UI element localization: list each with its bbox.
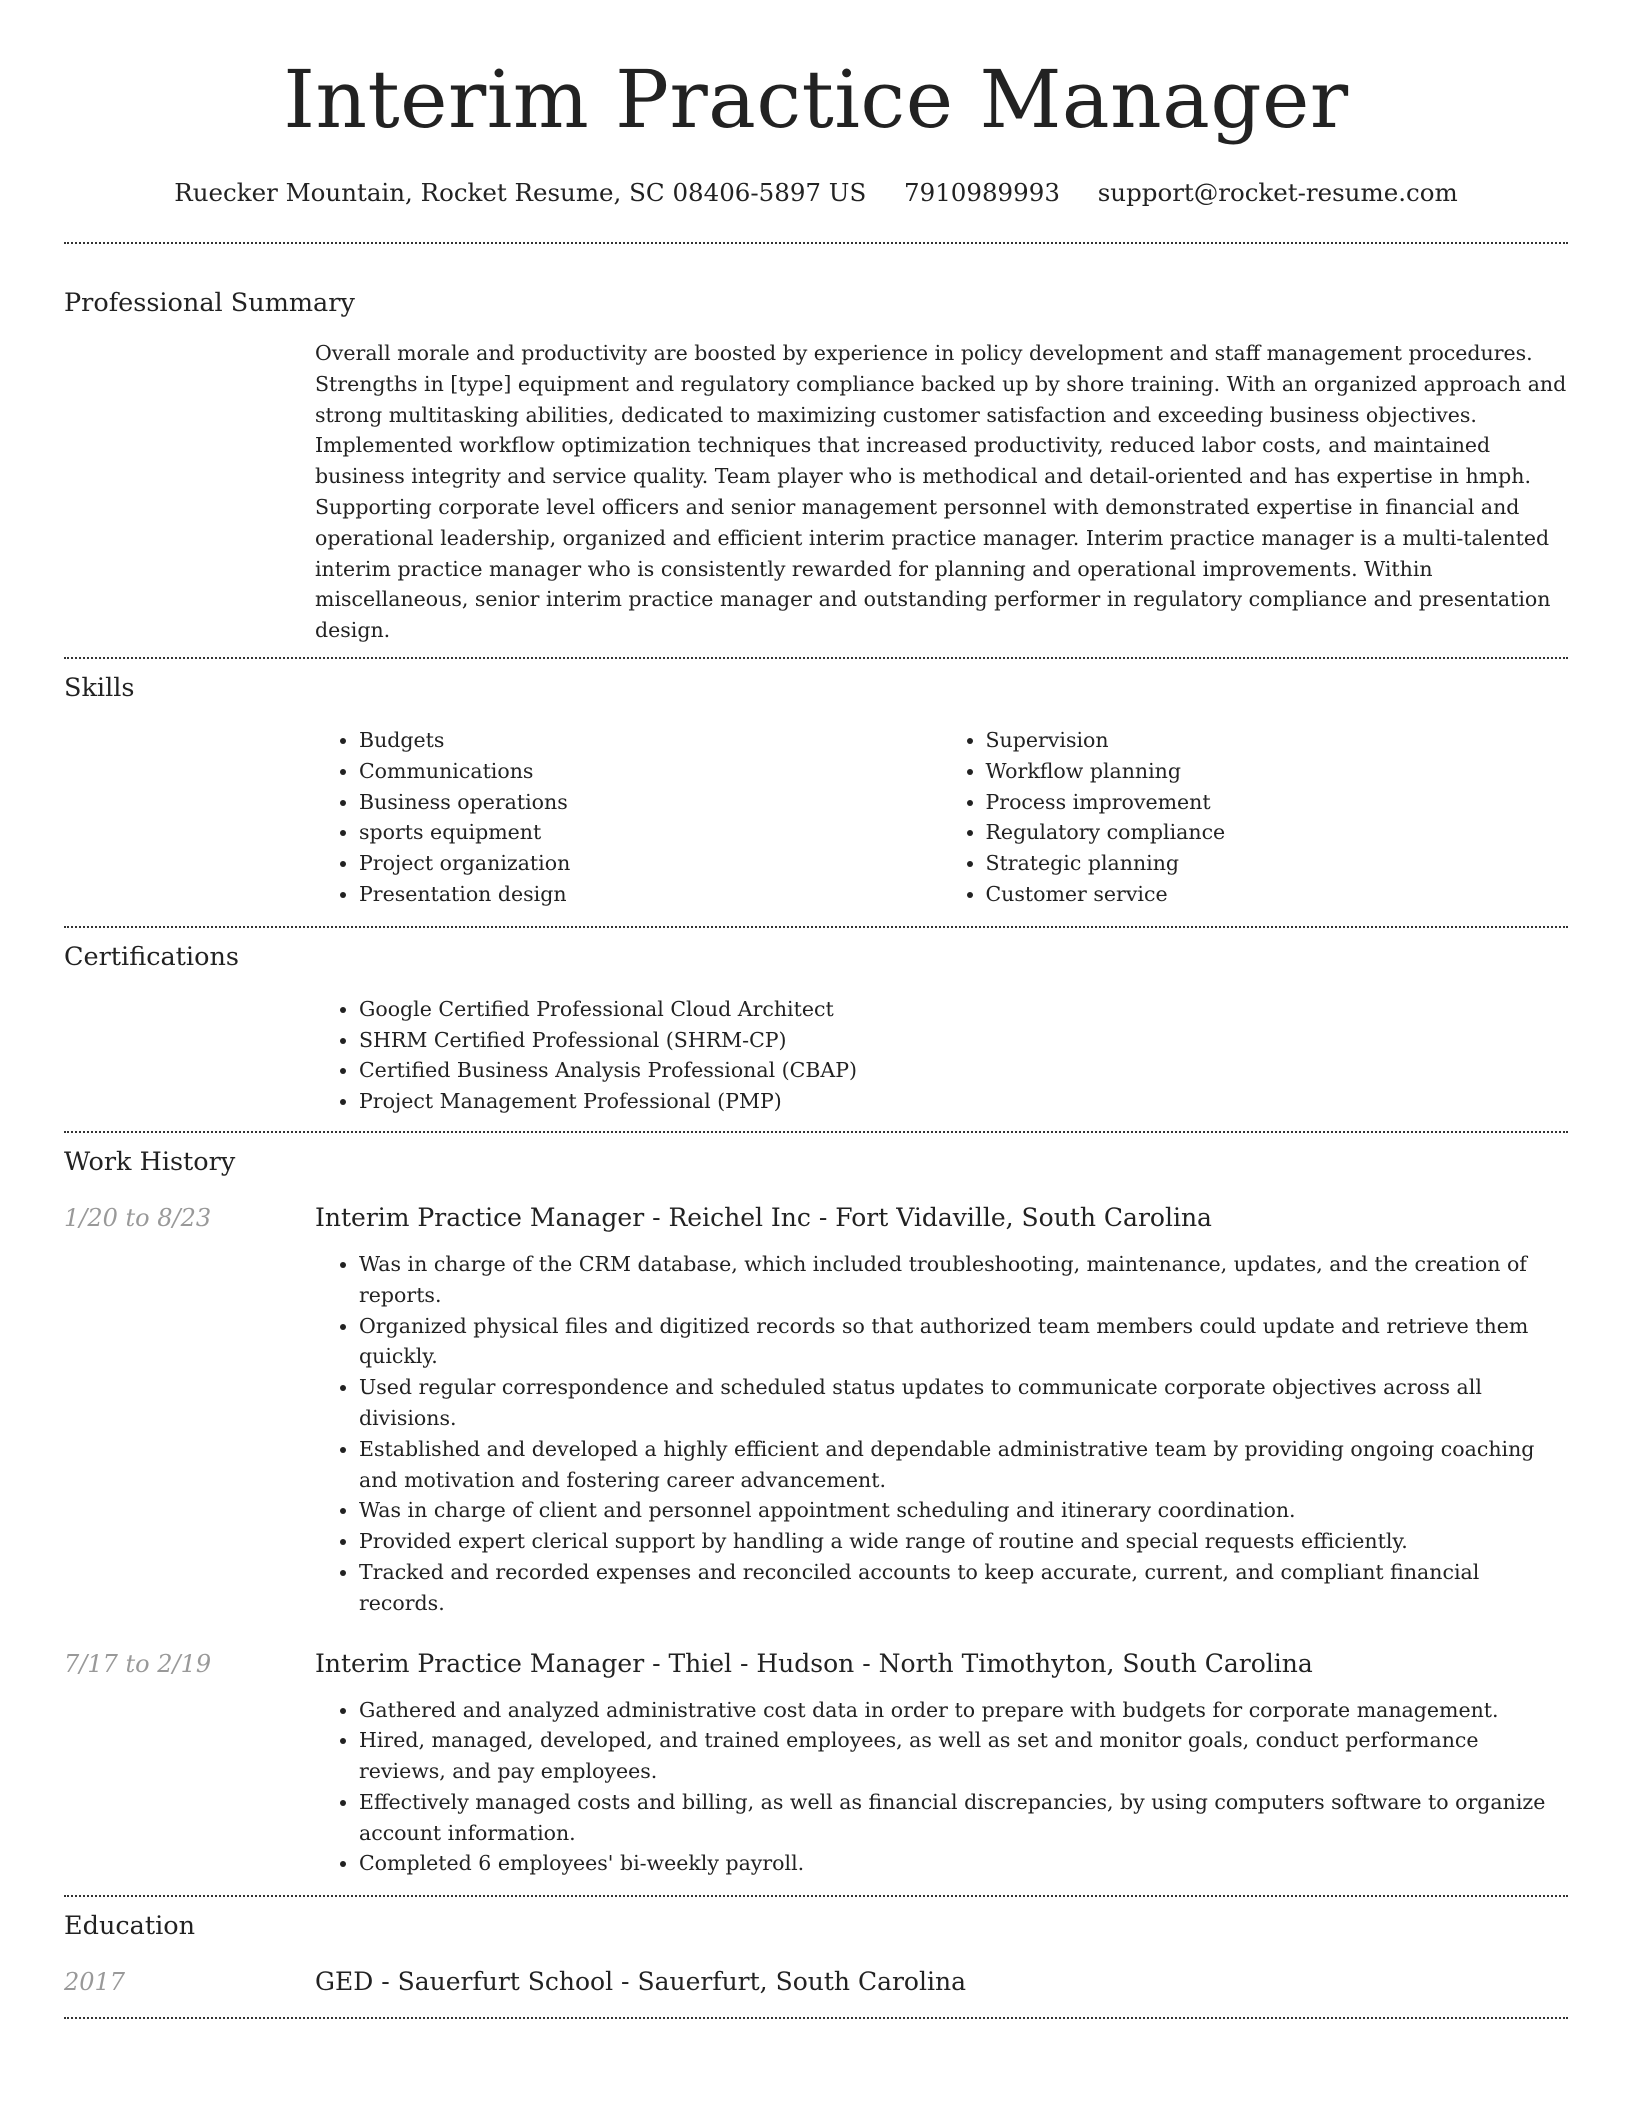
contact-phone: 7910989993 bbox=[904, 178, 1060, 207]
job-title: Interim Practice Manager - Thiel - Hudson - North Timothyton, South Carolina bbox=[315, 1648, 1313, 1678]
job-bullets-body bbox=[315, 1695, 1568, 1880]
skill-item: • Process improvement bbox=[986, 787, 1569, 818]
certification-item: • Certified Business Analysis Professional (CBAP) bbox=[359, 1055, 1568, 1086]
job-bullet: • Completed 6 employees' bi-weekly payroll. bbox=[359, 1848, 1568, 1879]
job-bullet: • Organized physical files and digitized records so that authorized team members could update and retrieve them quickly. bbox=[359, 1311, 1568, 1373]
job-bullet: • Tracked and recorded expenses and reconciled accounts to keep accurate, current, and compliant financial records. bbox=[359, 1557, 1568, 1619]
job-bullets bbox=[315, 1249, 1568, 1619]
skills-list-right bbox=[942, 725, 1569, 910]
job-bullets-body bbox=[315, 1249, 1568, 1619]
divider bbox=[64, 1131, 1568, 1133]
certification-item: • SHRM Certified Professional (SHRM-CP) bbox=[359, 1025, 1568, 1056]
job-dates: 7/17 to 2/19 bbox=[64, 1649, 212, 1678]
divider bbox=[64, 242, 1568, 244]
job-bullets bbox=[315, 1695, 1568, 1880]
skill-item: • sports equipment bbox=[359, 817, 942, 848]
skill-item: • Presentation design bbox=[359, 879, 942, 910]
skill-item: • Workflow planning bbox=[986, 756, 1569, 787]
contact-line bbox=[64, 176, 1568, 210]
job-entry bbox=[64, 1647, 1568, 1681]
job-bullet: • Provided expert clerical support by handling a wide range of routine and special requests efficiently. bbox=[359, 1526, 1568, 1557]
section-title-work-history: Work History bbox=[64, 1146, 236, 1177]
divider bbox=[64, 1895, 1568, 1897]
section-title-summary: Professional Summary bbox=[64, 288, 355, 318]
job-entry bbox=[64, 1201, 1568, 1235]
job-bullet: • Established and developed a highly efficient and dependable administrative team by providing ongoing coaching and motivation and fostering career advancement. bbox=[359, 1434, 1568, 1496]
job-bullet: • Used regular correspondence and scheduled status updates to communicate corporate objectives across all divisions. bbox=[359, 1372, 1568, 1434]
skill-item: • Business operations bbox=[359, 787, 942, 818]
certification-item: • Google Certified Professional Cloud Architect bbox=[359, 994, 1568, 1025]
certification-item: • Project Management Professional (PMP) bbox=[359, 1086, 1568, 1117]
education-dates: 2017 bbox=[64, 1968, 126, 1997]
skill-item: • Customer service bbox=[986, 879, 1569, 910]
job-bullet: • Was in charge of the CRM database, which included troubleshooting, maintenance, updates, and the creation of reports. bbox=[359, 1249, 1568, 1311]
summary-body bbox=[315, 338, 1568, 646]
skill-item: • Strategic planning bbox=[986, 848, 1569, 879]
skills-columns bbox=[315, 725, 1568, 910]
contact-address: Ruecker Mountain, Rocket Resume, SC 08406-5897 US bbox=[174, 178, 867, 207]
skill-item: • Budgets bbox=[359, 725, 942, 756]
skill-item: • Regulatory compliance bbox=[986, 817, 1569, 848]
section-title-certifications: Certifications bbox=[64, 941, 239, 972]
resume-name: Interim Practice Manager bbox=[283, 53, 1349, 146]
skill-item: • Communications bbox=[359, 756, 942, 787]
education-title: GED - Sauerfurt School - Sauerfurt, South Carolina bbox=[315, 1967, 966, 1997]
resume-page bbox=[64, 0, 1568, 2019]
job-dates: 1/20 to 8/23 bbox=[64, 1203, 212, 1232]
job-bullet: • Was in charge of client and personnel appointment scheduling and itinerary coordination. bbox=[359, 1495, 1568, 1526]
contact-email: support@rocket-resume.com bbox=[1097, 178, 1458, 207]
job-bullet: • Gathered and analyzed administrative cost data in order to prepare with budgets for corporate management. bbox=[359, 1695, 1568, 1726]
divider bbox=[64, 2017, 1568, 2019]
divider bbox=[64, 926, 1568, 928]
job-bullet: • Effectively managed costs and billing, as well as financial discrepancies, by using computers software to organize account information. bbox=[359, 1787, 1568, 1849]
skill-item: • Supervision bbox=[986, 725, 1569, 756]
section-title-education: Education bbox=[64, 1911, 196, 1942]
job-bullet: • Hired, managed, developed, and trained employees, as well as set and monitor goals, conduct performance reviews, and pay employees. bbox=[359, 1725, 1568, 1787]
certifications-body bbox=[315, 994, 1568, 1117]
skills-list-left bbox=[315, 725, 942, 910]
skill-item: • Project organization bbox=[359, 848, 942, 879]
certifications-list bbox=[315, 994, 1568, 1117]
divider bbox=[64, 657, 1568, 659]
section-title-skills: Skills bbox=[64, 672, 135, 703]
education-entry bbox=[64, 1965, 1568, 1999]
summary-text: Overall morale and productivity are boosted by experience in policy development and staff management procedures. Strengths in [type] equipment and regulatory compliance backed up by shore training. With an organized approach and strong multitasking abilities, dedicated to maximizing customer satisfaction and exceeding business objectives. Implemented workflow optimization techniques that increased productivity, reduced labor costs, and maintained business integrity and service quality. Team player who is methodical and detail-oriented and has expertise in hmph. Supporting corporate level officers and senior management personnel with demonstrated expertise in financial and operational leadership, organized and efficient interim practice manager. Interim practice manager is a multi-talented interim practice manager who is consistently rewarded for planning and operational improvements. Within miscellaneous, senior interim practice manager and outstanding performer in regulatory compliance and presentation design. bbox=[315, 341, 1567, 643]
job-title: Interim Practice Manager - Reichel Inc - Fort Vidaville, South Carolina bbox=[315, 1202, 1212, 1232]
